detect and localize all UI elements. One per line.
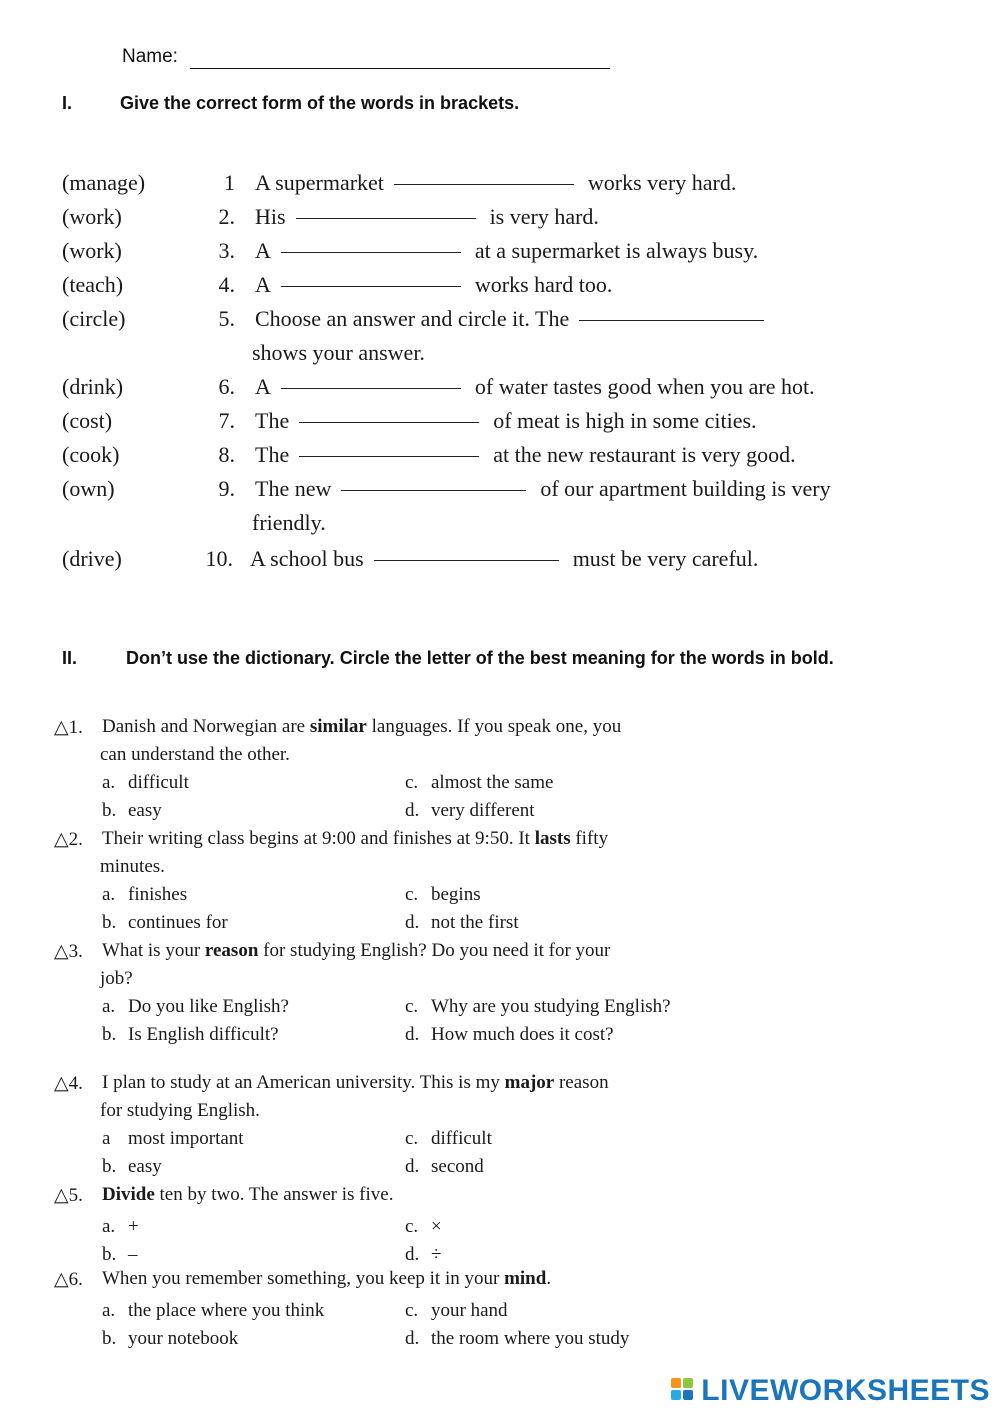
sentence-continuation: shows your answer. <box>252 340 425 365</box>
bracket-word: (drink) <box>62 374 124 399</box>
section2-number: II. <box>62 648 78 668</box>
bracket-word: (work) <box>62 238 122 263</box>
item-number: 1 <box>224 170 235 195</box>
answer-option[interactable] <box>102 772 189 794</box>
sentence-after: works hard too. <box>474 272 613 297</box>
answer-option[interactable] <box>405 912 519 934</box>
option-letter: d. <box>405 1328 420 1349</box>
answer-blank[interactable] <box>579 320 764 321</box>
question-text-line2: can understand the other. <box>100 744 290 765</box>
option-letter: a. <box>102 1300 116 1321</box>
item-number: 5. <box>218 306 235 331</box>
answer-option[interactable] <box>405 1216 442 1238</box>
answer-option[interactable] <box>405 1300 508 1322</box>
option-text: × <box>431 1216 442 1237</box>
option-letter: a. <box>102 1216 116 1237</box>
bold-keyword: mind <box>504 1268 547 1289</box>
answer-blank[interactable] <box>299 422 479 423</box>
bracket-word: (teach) <box>62 272 124 297</box>
sentence-before: His <box>255 204 286 229</box>
answer-option[interactable] <box>405 800 535 822</box>
sentence-before: The new <box>255 476 332 501</box>
option-text: most important <box>128 1128 244 1149</box>
bold-keyword: lasts <box>534 828 571 849</box>
option-text: almost the same <box>431 772 554 793</box>
question-text-post: for studying English? Do you need it for your <box>258 940 611 961</box>
sentence-before: Choose an answer and circle it. The <box>255 306 570 331</box>
option-letter: c. <box>405 884 419 905</box>
answer-option[interactable] <box>102 800 162 822</box>
item-number: 10. <box>205 546 233 571</box>
answer-option[interactable] <box>102 1244 138 1266</box>
sentence-after: of meat is high in some cities. <box>493 408 757 433</box>
answer-option[interactable] <box>102 1128 244 1150</box>
question-text-post: reason <box>554 1072 609 1093</box>
option-letter: a. <box>102 996 116 1017</box>
sentence-after: is very hard. <box>489 204 599 229</box>
option-letter: c. <box>405 1128 419 1149</box>
answer-option[interactable] <box>102 1300 324 1322</box>
question-text <box>102 828 608 850</box>
option-text: ÷ <box>431 1244 442 1265</box>
section1-number: I. <box>62 93 73 113</box>
question-number: △5. <box>54 1185 83 1206</box>
answer-option[interactable] <box>102 912 228 934</box>
bracket-word: (drive) <box>62 546 122 571</box>
option-text: Why are you studying English? <box>431 996 671 1017</box>
answer-option[interactable] <box>102 996 289 1018</box>
option-text: begins <box>431 884 481 905</box>
question-text-pre: Their writing class begins at 9:00 and finishes at 9:50. It <box>102 828 535 849</box>
sentence <box>255 374 815 400</box>
item-number: 9. <box>218 476 235 501</box>
sentence-before: A <box>255 238 271 263</box>
sentence <box>250 546 758 572</box>
item-number: 2. <box>218 204 235 229</box>
answer-blank[interactable] <box>281 252 461 253</box>
option-letter: c. <box>405 1300 419 1321</box>
sentence <box>255 272 612 298</box>
sentence <box>255 476 831 502</box>
option-text: not the first <box>431 912 519 933</box>
question-text-pre: Danish and Norwegian are <box>102 716 310 737</box>
answer-blank[interactable] <box>281 388 461 389</box>
option-text: difficult <box>431 1128 492 1149</box>
option-letter: d. <box>405 800 420 821</box>
option-letter: c. <box>405 996 419 1017</box>
question-number: △4. <box>54 1073 83 1094</box>
sentence-before: A supermarket <box>255 170 384 195</box>
bracket-word: (manage) <box>62 170 146 195</box>
question-text <box>102 716 621 738</box>
option-letter: b. <box>102 1024 117 1045</box>
question-text-post: fifty <box>570 828 609 849</box>
option-text: finishes <box>128 884 188 905</box>
option-text: the room where you study <box>431 1328 630 1349</box>
name-input-line[interactable] <box>190 68 610 69</box>
option-text: second <box>431 1156 484 1177</box>
answer-option[interactable] <box>405 1024 614 1046</box>
option-text: your hand <box>431 1300 508 1321</box>
sentence <box>255 170 736 196</box>
question-number: △2. <box>54 829 83 850</box>
option-letter: a. <box>102 772 116 793</box>
question-text-line2: minutes. <box>100 856 165 877</box>
answer-blank[interactable] <box>394 184 574 185</box>
answer-blank[interactable] <box>374 560 559 561</box>
option-text: – <box>128 1244 138 1265</box>
option-letter: a <box>102 1128 111 1149</box>
question-text <box>102 940 610 962</box>
answer-blank[interactable] <box>299 456 479 457</box>
option-letter: b. <box>102 1244 117 1265</box>
option-text: continues for <box>128 912 228 933</box>
option-letter: b. <box>102 1156 117 1177</box>
answer-option[interactable] <box>102 1024 279 1046</box>
question-text-post: ten by two. The answer is five. <box>154 1184 394 1205</box>
bracket-word: (work) <box>62 204 122 229</box>
question-text-line2: job? <box>100 968 133 989</box>
option-text: Is English difficult? <box>128 1024 279 1045</box>
question-number: △1. <box>54 717 83 738</box>
answer-option[interactable] <box>102 1156 162 1178</box>
option-letter: b. <box>102 912 117 933</box>
section1-title: Give the correct form of the words in brackets. <box>120 93 520 113</box>
answer-option[interactable] <box>405 884 481 906</box>
question-text <box>102 1072 609 1094</box>
item-number: 3. <box>218 238 235 263</box>
option-text: difficult <box>128 772 189 793</box>
item-number: 6. <box>218 374 235 399</box>
option-letter: d. <box>405 1024 420 1045</box>
sentence <box>255 306 778 332</box>
liveworksheets-brand: LIVEWORKSHEETS <box>701 1374 990 1407</box>
question-text-pre: I plan to study at an American university. This is my <box>102 1072 505 1093</box>
sentence-after: of our apartment building is very <box>540 476 831 501</box>
option-text: very different <box>431 800 535 821</box>
answer-blank[interactable] <box>341 490 526 491</box>
sentence-after: works very hard. <box>587 170 737 195</box>
question-text-post: languages. If you speak one, you <box>366 716 622 737</box>
item-number: 8. <box>218 442 235 467</box>
sentence-before: A <box>255 272 271 297</box>
liveworksheets-logo-icon <box>671 1378 697 1404</box>
option-letter: b. <box>102 1328 117 1349</box>
sentence-after: of water tastes good when you are hot. <box>474 374 815 399</box>
sentence-after: at the new restaurant is very good. <box>493 442 796 467</box>
liveworksheets-logo <box>671 1375 990 1407</box>
answer-option[interactable] <box>405 772 553 794</box>
bracket-word: (own) <box>62 476 115 501</box>
option-text: How much does it cost? <box>431 1024 614 1045</box>
sentence <box>255 204 599 230</box>
sentence-after: must be very careful. <box>572 546 759 571</box>
question-text-pre: What is your <box>102 940 205 961</box>
sentence-after: at a supermarket is always busy. <box>474 238 759 263</box>
option-text: your notebook <box>128 1328 239 1349</box>
answer-option[interactable] <box>102 1216 139 1238</box>
question-text-post: . <box>546 1268 552 1289</box>
answer-option[interactable] <box>405 1244 441 1266</box>
question-text-pre: When you remember something, you keep it in your <box>102 1268 505 1289</box>
question-text <box>102 1268 551 1290</box>
sentence <box>255 408 757 434</box>
question-text <box>102 1184 393 1206</box>
bracket-word: (cost) <box>62 408 113 433</box>
answer-option[interactable] <box>405 1128 492 1150</box>
option-letter: a. <box>102 884 116 905</box>
answer-option[interactable] <box>102 1328 238 1350</box>
option-text: easy <box>128 800 162 821</box>
answer-blank[interactable] <box>281 286 461 287</box>
option-text: easy <box>128 1156 162 1177</box>
option-letter: b. <box>102 800 117 821</box>
answer-option[interactable] <box>405 996 671 1018</box>
option-letter: d. <box>405 1156 420 1177</box>
question-number: △3. <box>54 941 83 962</box>
option-letter: c. <box>405 1216 419 1237</box>
bracket-word: (circle) <box>62 306 126 331</box>
item-number: 4. <box>218 272 235 297</box>
bold-keyword: Divide <box>102 1184 155 1205</box>
bracket-word: (cook) <box>62 442 120 467</box>
answer-option[interactable] <box>102 884 187 906</box>
bold-keyword: major <box>504 1072 555 1093</box>
option-letter: d. <box>405 1244 420 1265</box>
answer-option[interactable] <box>405 1328 629 1350</box>
sentence-before: A school bus <box>250 546 364 571</box>
option-letter: c. <box>405 772 419 793</box>
option-text: the place where you think <box>128 1300 325 1321</box>
item-number: 7. <box>218 408 235 433</box>
option-letter: d. <box>405 912 420 933</box>
sentence-continuation: friendly. <box>252 510 326 535</box>
question-text-line2: for studying English. <box>100 1100 260 1121</box>
section2-title: Don’t use the dictionary. Circle the letter of the best meaning for the words in bold. <box>126 648 834 668</box>
bold-keyword: reason <box>204 940 259 961</box>
sentence-before: The <box>255 408 290 433</box>
sentence <box>255 442 796 468</box>
option-text: + <box>128 1216 139 1237</box>
question-number: △6. <box>54 1269 83 1290</box>
bold-keyword: similar <box>309 716 367 737</box>
sentence-before: A <box>255 374 271 399</box>
name-label: Name: <box>122 46 178 67</box>
sentence-before: The <box>255 442 290 467</box>
answer-blank[interactable] <box>296 218 476 219</box>
option-text: Do you like English? <box>128 996 289 1017</box>
sentence <box>255 238 758 264</box>
answer-option[interactable] <box>405 1156 484 1178</box>
